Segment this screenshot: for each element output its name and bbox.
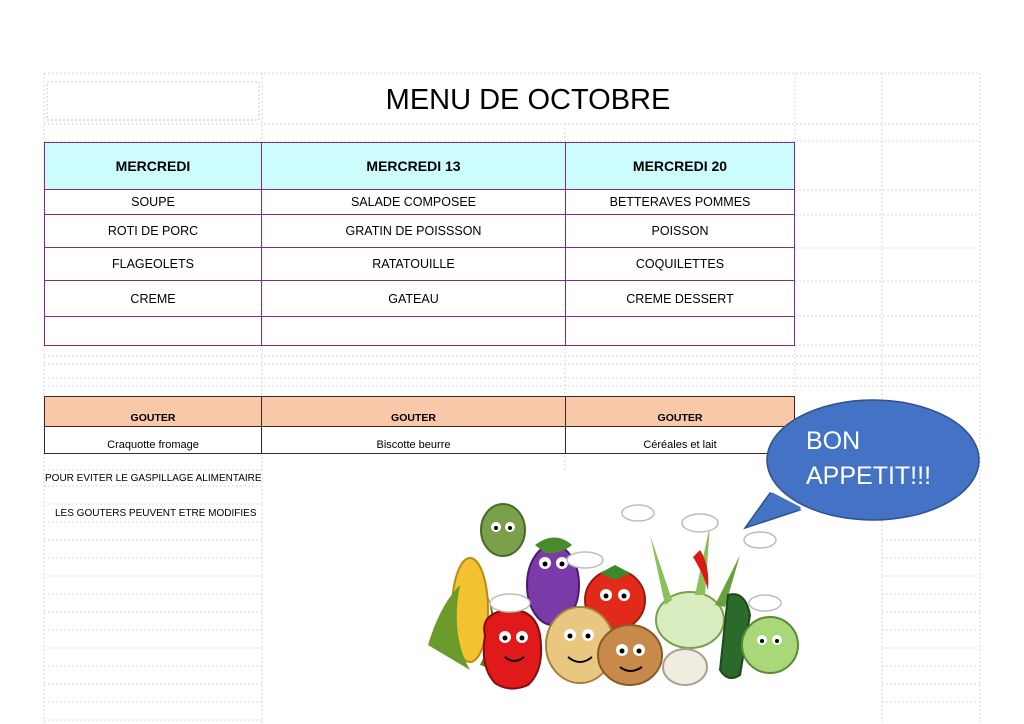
menu-cell-empty bbox=[565, 316, 795, 346]
bubble-line-1: BON bbox=[806, 427, 861, 455]
menu-header-1: MERCREDI bbox=[44, 142, 262, 190]
snack-item-3: Céréales et lait bbox=[565, 426, 795, 454]
pepper-icon bbox=[484, 610, 541, 689]
bubble-line-2: APPETIT!!! bbox=[806, 462, 932, 490]
menu-cell: POISSON bbox=[565, 214, 795, 248]
cabbage-icon bbox=[742, 617, 798, 673]
note-line-2: LES GOUTERS PEUVENT ETRE MODIFIES bbox=[55, 508, 257, 519]
snack-header-1: GOUTER bbox=[44, 396, 262, 427]
onion-icon bbox=[598, 625, 662, 685]
menu-cell: BETTERAVES POMMES bbox=[565, 189, 795, 215]
menu-cell: GRATIN DE POISSSON bbox=[261, 214, 566, 248]
menu-cell: SOUPE bbox=[44, 189, 262, 215]
speech-bubble-text bbox=[806, 424, 966, 494]
snack-header-2: GOUTER bbox=[261, 396, 566, 427]
menu-cell: CREME DESSERT bbox=[565, 280, 795, 317]
garlic-icon bbox=[663, 649, 707, 685]
artichoke-icon bbox=[481, 504, 525, 556]
note-line-1: POUR EVITER LE GASPILLAGE ALIMENTAIRE bbox=[45, 473, 262, 484]
page-title: MENU DE OCTOBRE bbox=[385, 84, 671, 116]
menu-cell: ROTI DE PORC bbox=[44, 214, 262, 248]
menu-cell: SALADE COMPOSEE bbox=[261, 189, 566, 215]
snack-header-3: GOUTER bbox=[565, 396, 795, 427]
menu-cell-empty bbox=[261, 316, 566, 346]
snack-item-1: Craquotte fromage bbox=[44, 426, 262, 454]
snack-item-2: Biscotte beurre bbox=[261, 426, 566, 454]
menu-cell: FLAGEOLETS bbox=[44, 247, 262, 281]
menu-header-2: MERCREDI 13 bbox=[261, 142, 566, 190]
menu-cell-empty bbox=[44, 316, 262, 346]
menu-cell: COQUILETTES bbox=[565, 247, 795, 281]
menu-cell: RATATOUILLE bbox=[261, 247, 566, 281]
menu-header-3: MERCREDI 20 bbox=[565, 142, 795, 190]
menu-cell: CREME bbox=[44, 280, 262, 317]
menu-cell: GATEAU bbox=[261, 280, 566, 317]
